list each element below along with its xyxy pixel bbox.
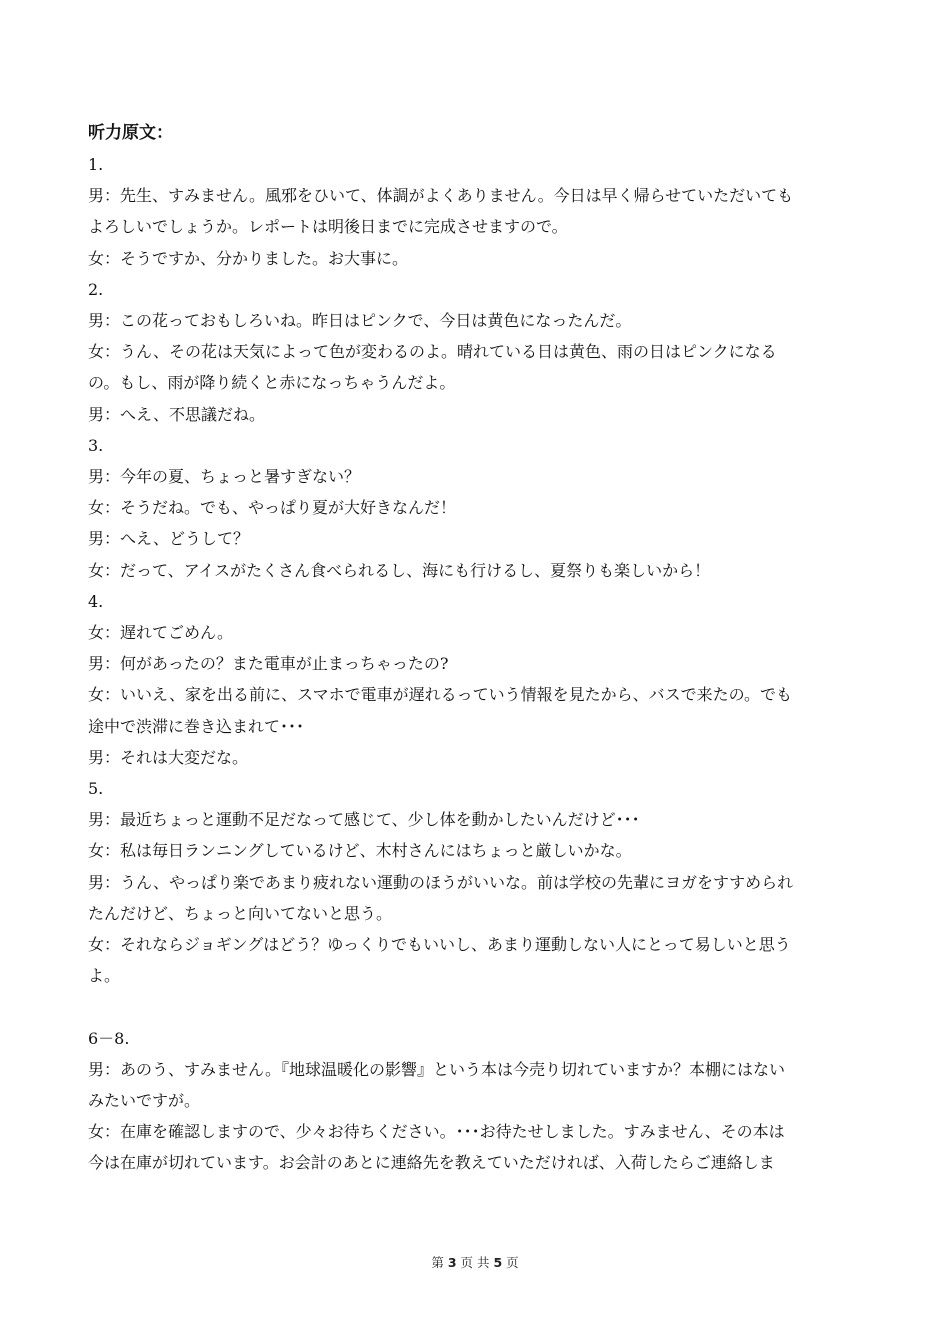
transcript-line: 女：うん、その花は天気によって色が変わるのよ。晴れている日は黄色、雨の日はピンクになる xyxy=(88,342,777,362)
blank-line xyxy=(88,991,863,1022)
transcript-line: 男：へえ、不思議だね。 xyxy=(88,404,265,424)
transcript-line: 女：そうですか、分かりました。お大事に。 xyxy=(88,248,409,268)
footer-page-number: 3 xyxy=(447,1255,457,1270)
transcript-line: 男：うん、やっぱり楽であまり疲れない運動のほうがいいな。前は学校の先輩にヨガをすすめられ xyxy=(88,872,794,892)
question-number: 3. xyxy=(88,435,104,455)
footer-middle: 页 共 xyxy=(460,1255,490,1270)
transcript-line: の。もし、雨が降り続くと赤になっちゃうんだよ。 xyxy=(88,373,456,393)
listening-transcript xyxy=(88,117,863,1179)
question-number: 6－8. xyxy=(88,1028,130,1048)
transcript-line: 女：在庫を確認しますので、少々お待ちください。･･･お待たせしました。すみません、その本は xyxy=(88,1122,785,1142)
transcript-line: 今は在庫が切れています。お会計のあとに連絡先を教えていただければ、入荷したらご連絡しま xyxy=(88,1153,775,1173)
transcript-line: 男：この花っておもしろいね。昨日はピンクで、今日は黄色になったんだ。 xyxy=(88,311,632,331)
transcript-line: 男：何があったの？また電車が止まっちゃったの? xyxy=(88,654,449,674)
transcript-line: たんだけど、ちょっと向いてないと思う。 xyxy=(88,903,393,923)
transcript-line: みたいですが。 xyxy=(88,1091,201,1111)
transcript-line: 男：へえ、どうして？ xyxy=(88,529,249,549)
section-heading: 听力原文： xyxy=(88,123,173,143)
question-number: 2. xyxy=(88,279,104,299)
transcript-line: 男：それは大変だな。 xyxy=(88,747,249,767)
transcript-line: 男：最近ちょっと運動不足だなって感じて、少し体を動かしたいんだけど･･･ xyxy=(88,810,640,830)
footer-prefix: 第 xyxy=(431,1255,444,1270)
transcript-line: 女：いいえ、家を出る前に、スマホで電車が遅れるっていう情報を見たから、バスで来たの。でも xyxy=(88,685,793,705)
transcript-lines xyxy=(88,149,863,1179)
transcript-line: 女：それならジョギングはどう？ゆっくりでもいいし、あまり運動しない人にとって易しいと思う xyxy=(88,935,791,955)
transcript-line: 途中で渋滞に巻き込まれて･･･ xyxy=(88,716,305,736)
transcript-line: 女：私は毎日ランニングしているけど、木村さんにはちょっと厳しいかな。 xyxy=(88,841,632,861)
question-number: 1. xyxy=(88,155,104,174)
question-number: 4. xyxy=(88,591,104,611)
transcript-line: 男：先生、すみません。風邪をひいて、体調がよくありません。今日は早く帰らせていただいても xyxy=(88,186,794,206)
transcript-line: 女：だって、アイスがたくさん食べられるし、海にも行けるし、夏祭りも楽しいから！ xyxy=(88,560,711,580)
footer-suffix: 页 xyxy=(506,1255,519,1270)
transcript-line: 男：あのう、すみません。『地球温暖化の影響』という本は今売り切れていますか？本棚にはない xyxy=(88,1059,785,1079)
page-footer xyxy=(0,1253,950,1271)
transcript-line: 女：遅れてごめん。 xyxy=(88,623,233,643)
footer-total-pages: 5 xyxy=(493,1255,503,1270)
transcript-line: 女：そうだね。でも、やっぱり夏が大好きなんだ！ xyxy=(88,498,457,518)
transcript-line: よ。 xyxy=(88,966,121,986)
transcript-line: よろしいでしょうか。レポートは明後日までに完成させますので。 xyxy=(88,217,568,237)
question-number: 5. xyxy=(88,779,104,799)
transcript-line: 男：今年の夏、ちょっと暑すぎない？ xyxy=(88,467,361,487)
